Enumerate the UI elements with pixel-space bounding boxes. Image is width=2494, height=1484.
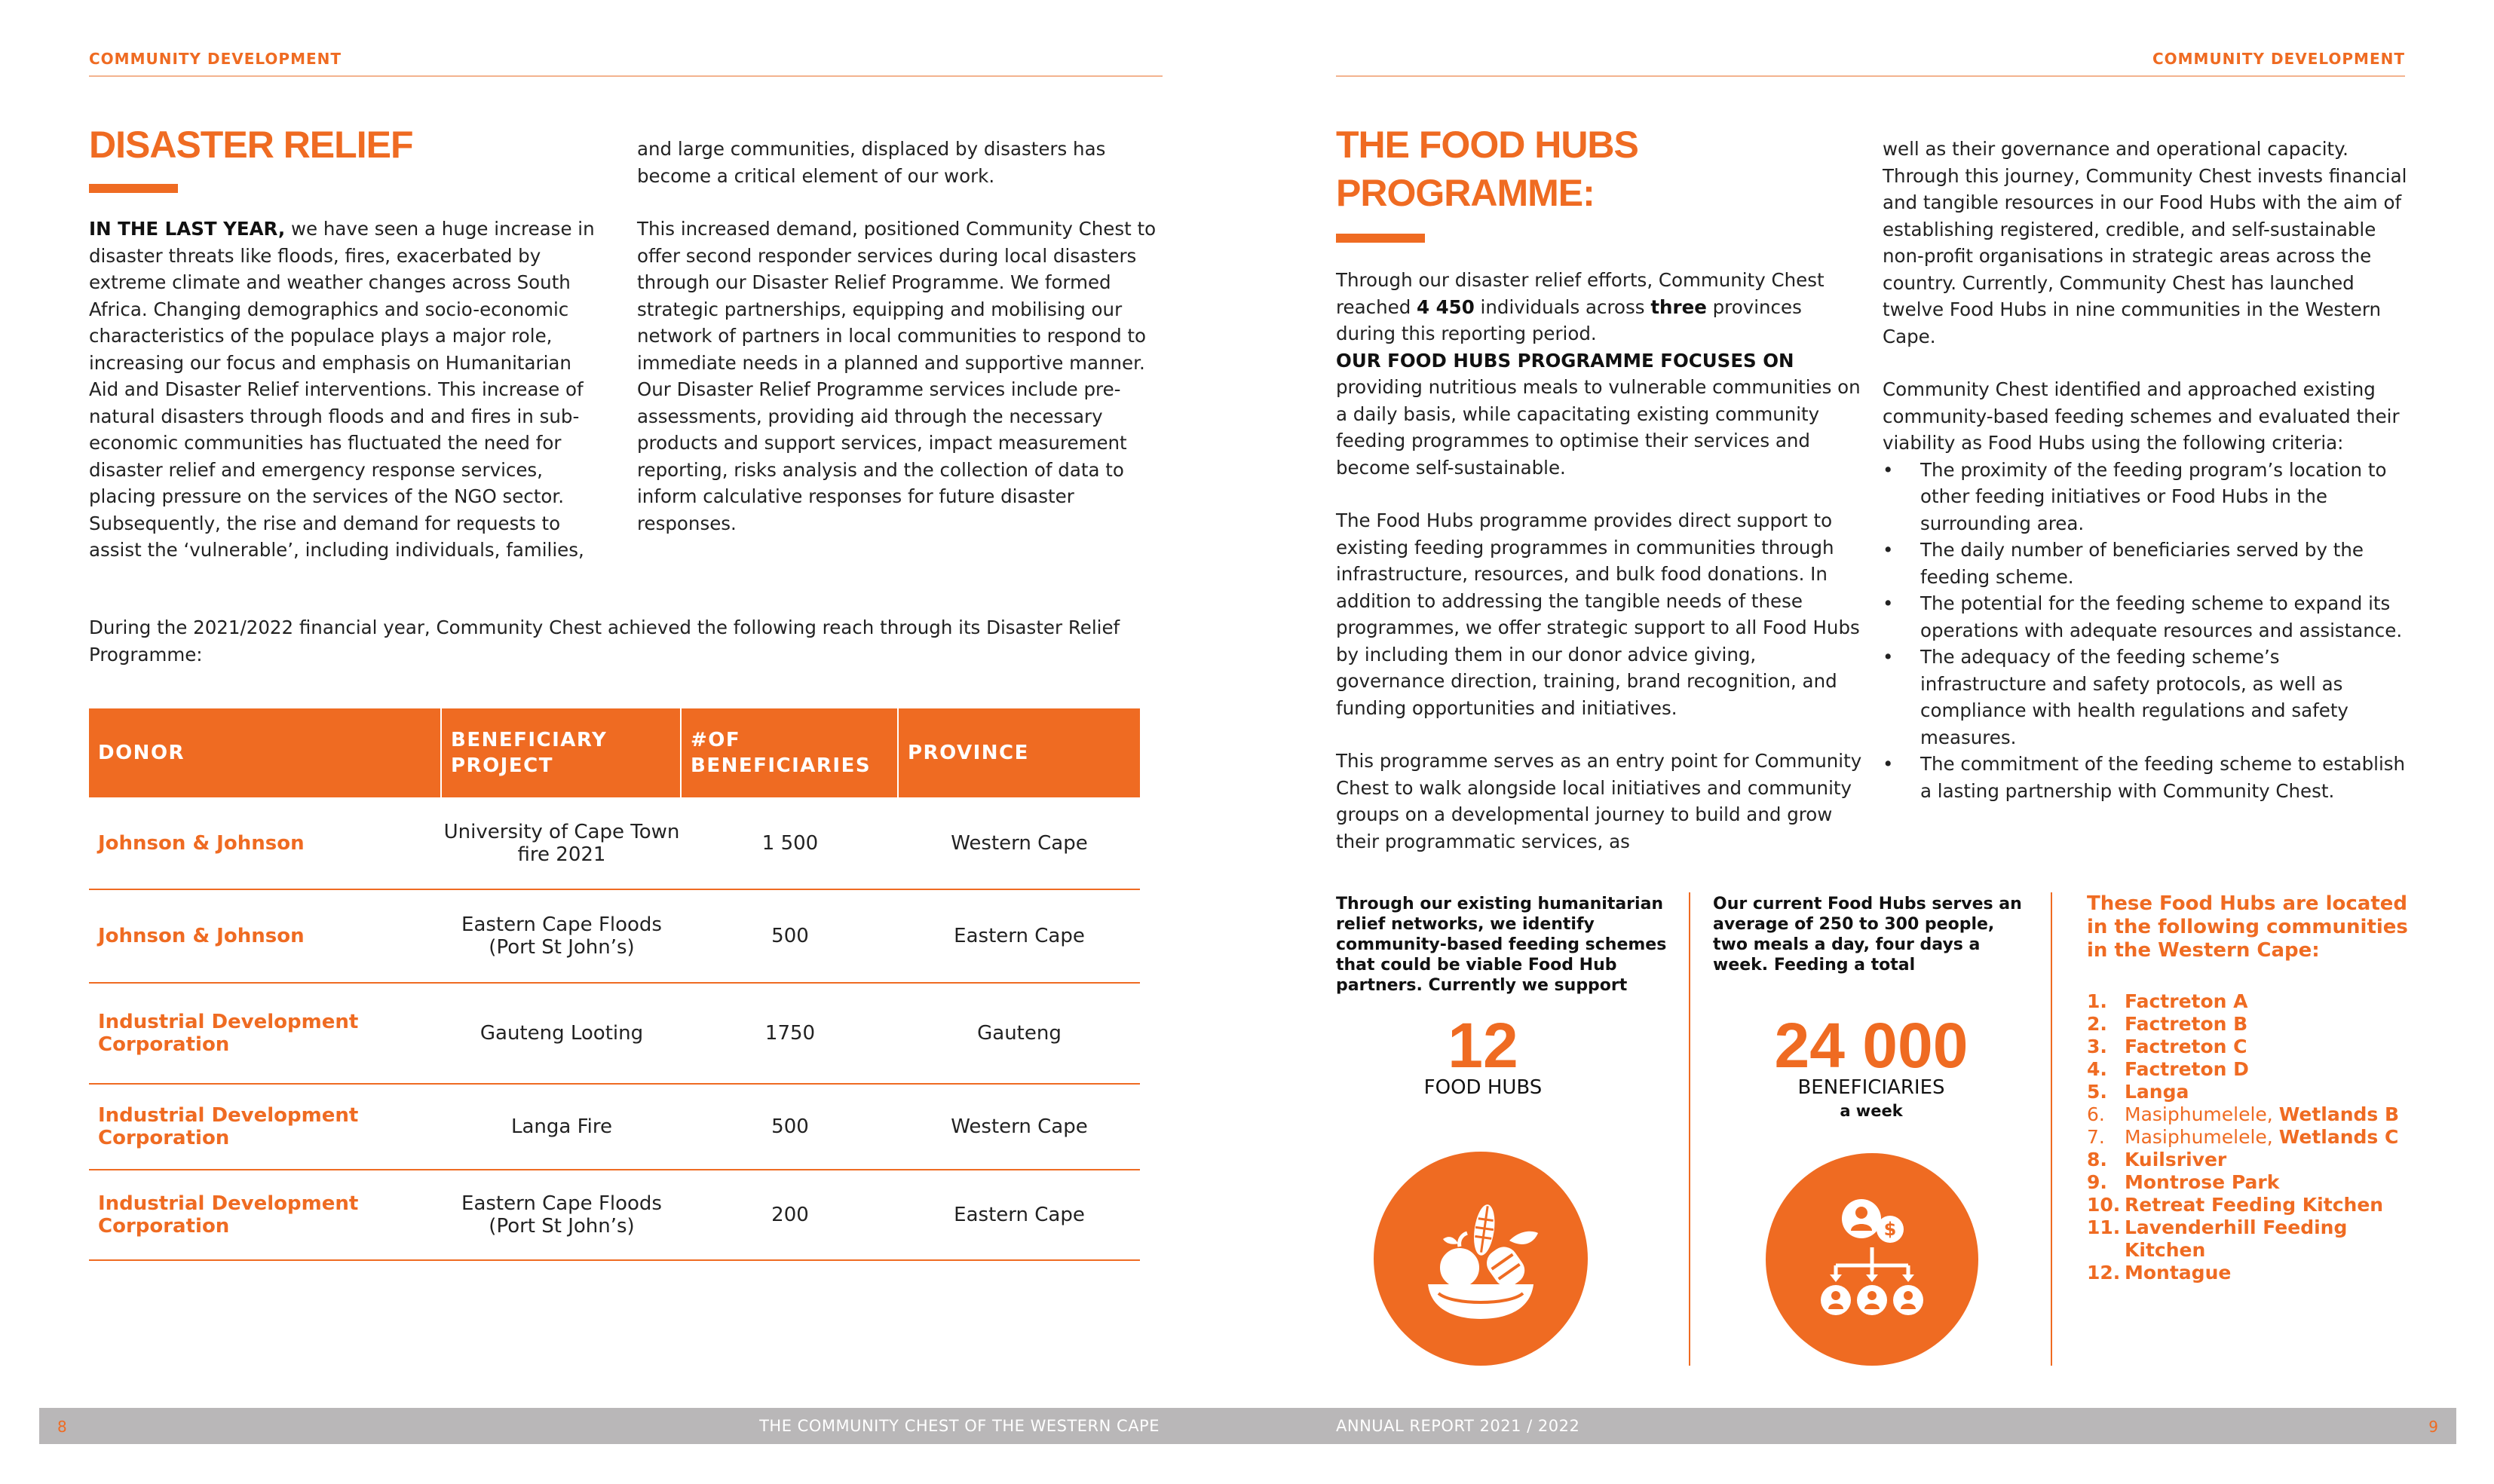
header-number-of-beneficiaries: #OF BENEFICIARIES bbox=[682, 708, 899, 797]
cell-donor: Industrial Development Corporation bbox=[98, 1192, 359, 1238]
header-rule-left bbox=[89, 75, 1163, 77]
list-item: • The adequacy of the feeding scheme’s infrastructure and safety protocols, as well as compliance with health regulations and safety measures. bbox=[1883, 644, 2410, 751]
header-donor: DONOR bbox=[89, 708, 442, 797]
cell-beneficiaries: 1750 bbox=[764, 1022, 816, 1045]
page-number-right: 9 bbox=[2428, 1418, 2438, 1436]
food-hubs-label: FOOD HUBS bbox=[1423, 1076, 1543, 1099]
col2-paragraph-1: and large communities, displaced by disasters has become a critical element of our work. bbox=[637, 138, 1106, 187]
page-number-left: 8 bbox=[57, 1418, 67, 1436]
stat-divider bbox=[1689, 892, 1690, 1366]
cell-donor: Industrial Development Corporation bbox=[98, 1011, 359, 1056]
table-header bbox=[89, 708, 1140, 797]
cell-province: Eastern Cape bbox=[954, 925, 1085, 947]
table-row bbox=[89, 1085, 1140, 1170]
page-title-food-hubs: THE FOOD HUBS PROGRAMME: bbox=[1336, 124, 1638, 214]
list-item: • The daily number of beneficiaries served by the feeding scheme. bbox=[1883, 537, 2410, 590]
cell-beneficiaries: 200 bbox=[771, 1204, 809, 1226]
lead-in: IN THE LAST YEAR, bbox=[89, 218, 286, 240]
cell-project: Gauteng Looting bbox=[479, 1022, 644, 1045]
list-item: 9. Montrose Park bbox=[2087, 1171, 2280, 1193]
list-item: 1. Factreton A bbox=[2087, 990, 2248, 1012]
beneficiaries-stat-intro: Our current Food Hubs serves an average of 250 to 300 people, two meals a day, four days a week. Feeding a total bbox=[1713, 895, 2022, 975]
table-row bbox=[89, 984, 1140, 1085]
cell-donor: Johnson & Johnson bbox=[98, 925, 305, 947]
disaster-relief-col2 bbox=[637, 136, 1165, 537]
list-item: • The potential for the feeding scheme to expand its operations with adequate resources and assistance. bbox=[1883, 590, 2410, 644]
list-item: 8. Kuilsriver bbox=[2087, 1149, 2227, 1170]
beneficiaries-label: BENEFICIARIES bbox=[1797, 1076, 1945, 1099]
cell-project: Eastern Cape Floods (Port St John’s) bbox=[461, 1192, 662, 1238]
svg-text:$: $ bbox=[1883, 1219, 1897, 1240]
table-row bbox=[89, 1170, 1140, 1261]
cell-donor: Industrial Development Corporation bbox=[98, 1104, 359, 1149]
table-row bbox=[89, 890, 1140, 984]
header-province: PROVINCE bbox=[908, 742, 1029, 764]
running-head-right: COMMUNITY DEVELOPMENT bbox=[2152, 50, 2405, 68]
criteria-intro: Community Chest identified and approached existing community-based feeding schemes and evaluated their viability as Food Hubs using the following criteria: bbox=[1883, 378, 2400, 454]
list-item: 3. Factreton C bbox=[2087, 1036, 2247, 1057]
cell-province: Gauteng bbox=[977, 1022, 1062, 1045]
food-hubs-col1 bbox=[1336, 267, 1864, 855]
list-item: 2. Factreton B bbox=[2087, 1013, 2248, 1035]
cell-project: Eastern Cape Floods (Port St John’s) bbox=[461, 913, 662, 959]
footer-bar bbox=[39, 1408, 2456, 1444]
cell-beneficiaries: 500 bbox=[771, 1115, 809, 1138]
food-hubs-paragraph-3: This programme serves as an entry point for Community Chest to walk alongside local initiatives and community groups on a developmental journey to build and grow their programmatic services, as bbox=[1336, 750, 1862, 852]
reach-summary: Through our disaster relief efforts, Community Chest reached 4 450 individuals across three provinces during this reporting period. bbox=[1336, 269, 1825, 344]
list-item: • The proximity of the feeding program’s location to other feeding initiatives or Food Hubs in the surrounding area. bbox=[1883, 457, 2410, 537]
locations-list bbox=[2087, 990, 2419, 1284]
cell-province: Western Cape bbox=[951, 831, 1088, 855]
disaster-relief-col1 bbox=[89, 216, 602, 564]
list-item: • The commitment of the feeding scheme to establish a lasting partnership with Community Chest. bbox=[1883, 751, 2410, 804]
table-row bbox=[89, 797, 1140, 890]
list-item: 12. Montague bbox=[2087, 1262, 2232, 1284]
col2-paragraph-2: This increased demand, positioned Community Chest to offer second responder services during local disasters through our Disaster Relief Programme. We formed strategic partnerships, equipping and mobilising our network of partners in local communities to respond to immediate needs in a planned and supportive manner. Our Disaster Relief Programme services include pre-assessments, providing aid through the necessary products and support services, impact measurement reporting, risks analysis and the collection of data to inform calculative responses for future disaster responses. bbox=[637, 218, 1157, 534]
cell-province: Eastern Cape bbox=[954, 1204, 1085, 1226]
list-item: 11. Lavenderhill Feeding Kitchen bbox=[2087, 1216, 2348, 1261]
criteria-list bbox=[1883, 457, 2410, 805]
cell-beneficiaries: 500 bbox=[771, 925, 809, 947]
reach-intro: During the 2021/2022 financial year, Community Chest achieved the following reach through its Disaster Relief Programme: bbox=[89, 617, 1120, 666]
page-title-disaster-relief: DISASTER RELIEF bbox=[89, 124, 413, 166]
food-hubs-stat-intro: Through our existing humanitarian relief networks, we identify community-based feeding schemes that could be viable Food Hub partners. Currently we support bbox=[1336, 895, 1667, 995]
food-basket-icon bbox=[1374, 1152, 1588, 1366]
title-underline bbox=[89, 184, 178, 193]
cell-donor: Johnson & Johnson bbox=[98, 831, 305, 855]
cell-beneficiaries: 1 500 bbox=[761, 831, 819, 855]
col1-text: we have seen a huge increase in disaster threats like floods, fires, exacerbated by extreme climate and weather changes across South Africa. Changing demographics and socio-economic characteristics of the populace plays a major role, increasing our focus and emphasis on Humanitarian Aid and Disaster Relief interventions. This increase of natural disasters through floods and and fires in sub-economic communities has fluctuated the need for disaster relief and emergency response services, placing pressure on the services of the NGO sector. Subsequently, the rise and demand for requests to assist the ‘vulnerable’, including individuals, families, bbox=[89, 218, 595, 561]
focus-text: providing nutritious meals to vulnerable communities on a daily basis, while capacitating existing community feeding programmes to optimise their services and become self-sustainable. bbox=[1336, 376, 1861, 479]
running-head-left: COMMUNITY DEVELOPMENT bbox=[89, 50, 342, 68]
stat-divider bbox=[2051, 892, 2052, 1366]
cell-project: University of Cape Town fire 2021 bbox=[443, 820, 680, 866]
list-item: 7. Masiphumelele, Wetlands C bbox=[2087, 1126, 2399, 1148]
footer-title-right: ANNUAL REPORT 2021 / 2022 bbox=[1336, 1417, 1580, 1435]
list-item: 4. Factreton D bbox=[2087, 1058, 2249, 1080]
cell-project: Langa Fire bbox=[511, 1115, 612, 1138]
beneficiaries-count: 24 000 bbox=[1774, 1010, 1969, 1081]
food-hubs-paragraph-2: The Food Hubs programme provides direct support to existing feeding programmes in communities through infrastructure, resources, and bulk food donations. In addition to addressing the tangible needs of these programmes, we offer strategic support to all Food Hubs by including them in our donor advice giving, governance direction, training, brand recognition, and funding opportunities and initiatives. bbox=[1336, 509, 1860, 719]
focus-heading: OUR FOOD HUBS PROGRAMME FOCUSES ON bbox=[1336, 349, 1794, 372]
locations-title: These Food Hubs are located in the following communities in the Western Cape: bbox=[2087, 892, 2408, 962]
funding-network-icon bbox=[1766, 1153, 1978, 1366]
footer-title-left: THE COMMUNITY CHEST OF THE WESTERN CAPE bbox=[759, 1417, 1160, 1435]
list-item: 10. Retreat Feeding Kitchen bbox=[2087, 1194, 2384, 1216]
beneficiaries-frequency: a week bbox=[1840, 1102, 1903, 1120]
header-rule-right bbox=[1336, 75, 2405, 77]
title-underline bbox=[1336, 234, 1425, 243]
food-hubs-count: 12 bbox=[1448, 1010, 1518, 1081]
header-beneficiary-project: BENEFICIARY PROJECT bbox=[442, 708, 682, 797]
cell-province: Western Cape bbox=[951, 1115, 1088, 1138]
list-item: 6. Masiphumelele, Wetlands B bbox=[2087, 1103, 2400, 1125]
col2-paragraph-1: well as their governance and operational capacity. Through this journey, Community Chest invests financial and tangible resources in our Food Hubs with the aim of establishing registered, credible, and self-sustainable non-profit organisations in strategic areas across the country. Currently, Community Chest has launched twelve Food Hubs in nine communities in the Western Cape. bbox=[1883, 138, 2407, 347]
food-hubs-col2 bbox=[1883, 136, 2410, 804]
list-item: 5. Langa bbox=[2087, 1081, 2189, 1103]
disaster-relief-table bbox=[89, 708, 1140, 1261]
